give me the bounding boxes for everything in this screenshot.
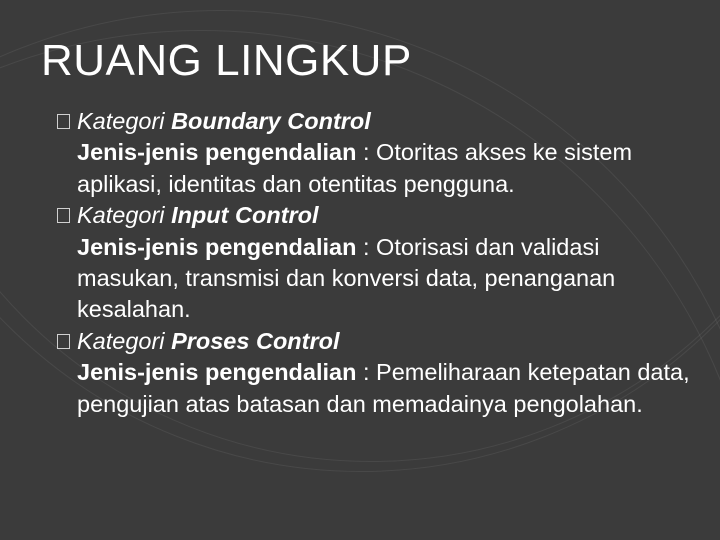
bullet-list <box>57 106 707 420</box>
item-description: : Otorisasi dan validasi masukan, transmisi dan konversi data, penanganan kesalahan. <box>77 233 616 323</box>
item-description: : Pemeliharaan ketepatan data, pengujian atas batasan dan memadainya pengolahan. <box>77 359 690 417</box>
item-body <box>77 232 707 326</box>
item-body <box>77 137 707 200</box>
control-name: Input Control <box>171 202 319 229</box>
jenis-label: Jenis-jenis pengendalian <box>77 233 357 260</box>
jenis-label: Jenis-jenis pengendalian <box>77 139 357 166</box>
kategori-label: Kategori <box>77 108 165 134</box>
kategori-label: Kategori <box>77 327 165 354</box>
item-body <box>77 357 707 420</box>
item-description: : Otoritas akses ke sistem aplikasi, identitas dan otentitas pengguna. <box>77 139 633 197</box>
list-item <box>57 326 707 420</box>
slide-title: RUANG LINGKUP <box>41 36 412 85</box>
list-item <box>57 200 707 326</box>
list-item <box>57 106 707 200</box>
item-heading <box>77 106 707 137</box>
square-bullet-icon <box>57 334 70 349</box>
kategori-label: Kategori <box>77 202 165 229</box>
square-bullet-icon <box>57 114 70 129</box>
square-bullet-icon <box>57 208 70 223</box>
control-name: Boundary Control <box>171 108 371 134</box>
control-name: Proses Control <box>171 327 340 354</box>
item-heading <box>77 326 707 357</box>
item-heading <box>77 200 707 231</box>
jenis-label: Jenis-jenis pengendalian <box>77 359 357 386</box>
